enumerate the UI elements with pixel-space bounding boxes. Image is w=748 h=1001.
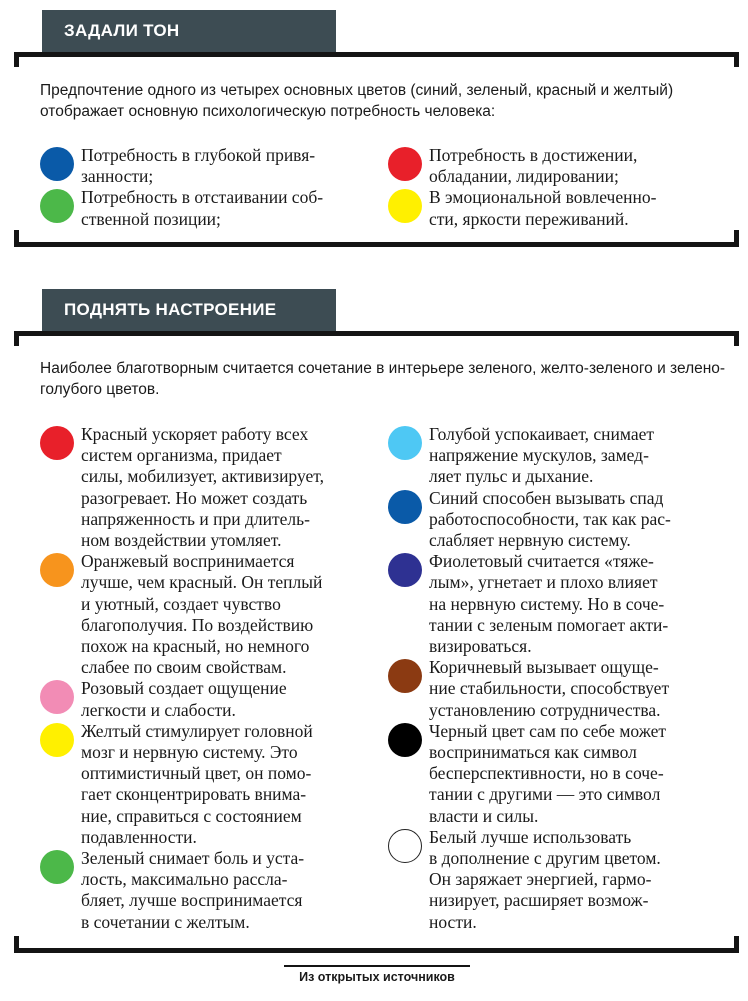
color-item-text: Желтый стимулирует головной мозг и нервную систему. Это оптимистичный цвет, он помо- гает сконцентрировать внима- ние, справиться с состоянием подавленности. [81,720,313,847]
color-item-text: Синий способен вызывать спад работоспособности, так как рас- слабляет нервную систему. [429,487,671,551]
color-swatch-icon [388,659,422,693]
color-item-text: Зеленый снимает боль и уста- лость, максимально рассла- бляет, лучше воспринимается в сочетании с желтым. [81,848,305,932]
color-item [40,848,380,933]
color-item [388,424,738,488]
color-item-text: Белый лучше использовать в дополнение с другим цветом. Он заряжает энергией, гармо- низирует, расширяет возмож- ности. [429,826,661,932]
color-item [388,827,738,933]
section-title: ЗАДАЛИ ТОН [64,21,180,40]
color-item [40,145,380,187]
color-swatch-icon [40,189,74,223]
color-swatch-icon [40,680,74,714]
color-item [388,721,738,827]
color-item [388,145,738,187]
source-note: Из открытых источников [299,970,455,984]
color-swatch-icon [40,147,74,181]
color-item [40,678,380,720]
section-intro: Предпочтение одного из четырех основных цветов (синий, зеленый, красный и желтый) отображает основную психологическую потребность человека: [40,82,674,120]
bracket-tick [734,52,739,67]
color-item [40,424,380,551]
bracket-top [14,331,739,336]
color-swatch-icon [40,426,74,460]
bracket-tick [14,52,19,67]
color-item-text: Красный ускоряет работу всех систем организма, придает силы, мобилизует, активизирует, разогревает. Но может создать напряженность и при длитель- ном воздействии утомляет. [81,424,324,551]
color-item-text: В эмоциональной вовлеченно- сти, яркости переживаний. [429,187,657,229]
color-list-right [388,424,738,933]
color-item [40,721,380,848]
color-swatch-icon [388,723,422,757]
color-item-text: Розовый создает ощущение легкости и слабости. [81,678,287,720]
color-item-text: Черный цвет сам по себе может восприниматься как символ бесперспективности, но в соче- тании с другими — это символ власти и силы. [429,720,666,826]
color-swatch-icon [388,426,422,460]
color-item [388,657,738,721]
section-intro: Наиболее благотворным считается сочетание в интерьере зеленого, желто-зеленого и зелено-голубого цветов. [40,360,726,398]
footer-rule [284,965,470,967]
bracket-tick [734,331,739,346]
section-header-mood [42,289,336,331]
color-list-right [388,145,738,230]
bracket-tick [14,331,19,346]
color-list-left [40,424,380,933]
bracket-top [14,52,739,57]
color-swatch-icon [388,189,422,223]
color-item [40,551,380,678]
bracket-bottom [14,948,739,953]
color-list-left [40,145,380,230]
color-swatch-icon [40,723,74,757]
color-swatch-icon [388,553,422,587]
section-title: ПОДНЯТЬ НАСТРОЕНИЕ [64,300,277,319]
color-item-text: Оранжевый воспринимается лучше, чем красный. Он теплый и уютный, создает чувство благополучия. По воздействию похож на красный, но немного слабее по своим свойствам. [81,551,323,678]
color-item-text: Потребность в глубокой привя- занности; [81,145,316,187]
color-item-text: Фиолетовый считается «тяже- лым», угнетает и плохо влияет на нервную систему. Но в соче- тании с зеленым помогает акти- визироваться. [429,551,669,657]
color-item [388,187,738,229]
bracket-bottom [14,242,739,247]
section-header-tone [42,10,336,52]
color-item-text: Голубой успокаивает, снимает напряжение мускулов, замед- ляет пульс и дыхание. [429,424,655,487]
color-swatch-icon [40,553,74,587]
color-item-text: Коричневый вызывает ощуще- ние стабильности, способствует установлению сотрудничества. [429,657,670,720]
color-item-text: Потребность в достижении, обладании, лидировании; [429,145,638,187]
color-item [388,488,738,552]
color-item [40,187,380,229]
color-swatch-icon [40,850,74,884]
color-swatch-icon [388,147,422,181]
color-item-text: Потребность в отстаивании соб- ственной позиции; [81,187,324,229]
color-swatch-icon [388,490,422,524]
color-swatch-icon [388,829,422,863]
color-item [388,551,738,657]
